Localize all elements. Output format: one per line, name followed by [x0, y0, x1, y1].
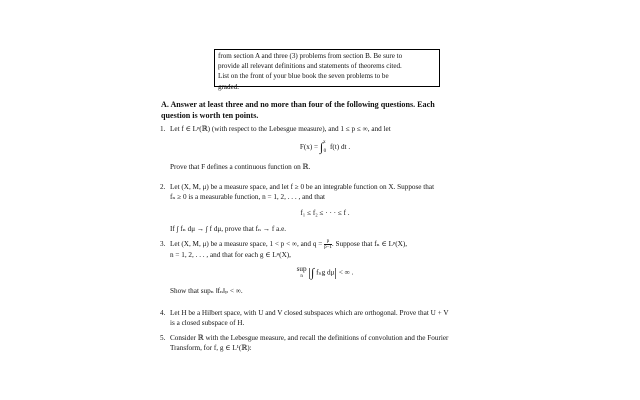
question-number: 1.	[160, 125, 166, 133]
question-2	[160, 182, 490, 234]
question-number: 3.	[160, 240, 166, 249]
question-text: Let (X, M, μ) be a measure space, and let f ≥ 0 be an integrable function on X. Suppose that	[170, 183, 435, 191]
question-text: is a closed subspace of H.	[170, 319, 245, 327]
question-text: Let (X, M, μ) be a measure space, 1 < p < ∞, and q =	[170, 240, 323, 249]
question-5	[160, 333, 490, 353]
question-text: Show that supₙ ‖fₙ‖ₚ < ∞.	[170, 287, 243, 295]
section-a-heading	[161, 100, 491, 121]
fraction	[324, 239, 332, 250]
question-text: . Suppose that fₙ ∈ Lᵖ(X),	[331, 240, 408, 249]
equation-rhs: f(t) dt .	[329, 143, 351, 151]
question-text: n = 1, 2, . . . , and that for each g ∈ Lᵠ(X),	[170, 251, 291, 259]
question-number: 4.	[160, 309, 166, 317]
integral-sign: ∫	[310, 265, 315, 280]
section-a-heading-line: A. Answer at least three and no more than four of the following questions. Each	[161, 100, 435, 109]
integral-upper-limit: x	[323, 140, 326, 145]
question-text: fₙ ≥ 0 is a measurable function, n = 1, 2, . . . , and that	[170, 193, 326, 201]
instructions-line: provide all relevant definitions and statements of theorems cited.	[218, 62, 402, 71]
fraction-numerator: p	[324, 239, 332, 245]
supremum-operator	[297, 266, 307, 280]
question-text: Let H be a Hilbert space, with U and V closed subspaces which are orthogonal. Prove that U + V	[170, 309, 449, 317]
equation: f₁ ≤ f₂ ≤ · · · ≤ f .	[300, 209, 350, 217]
equation	[160, 266, 490, 280]
equation	[160, 142, 490, 154]
question-4	[160, 308, 490, 328]
fraction-denominator: p−1	[324, 245, 332, 250]
equation-tail: < ∞ .	[338, 268, 354, 277]
question-text: Transform, for f, g ∈ L¹(ℝ):	[170, 344, 252, 352]
question-text: Let f ∈ Lᵖ(ℝ) (with respect to the Lebesgue measure), and 1 ≤ p ≤ ∞, and let	[170, 125, 391, 133]
question-1	[160, 124, 490, 172]
question-number: 2.	[160, 183, 166, 191]
absolute-bar: |	[334, 264, 338, 280]
instructions-line: from section A and three (3) problems from section B. Be sure to	[218, 52, 403, 60]
equation-lhs: F(x) =	[299, 143, 319, 151]
question-3	[160, 239, 490, 296]
integral-sign: ∫	[319, 140, 324, 154]
sup-label: sup	[296, 265, 307, 273]
instructions-box	[214, 49, 440, 91]
equation-body: fₙg dμ	[316, 268, 335, 277]
section-a-heading-line: question is worth ten points.	[161, 110, 259, 120]
question-text: If ∫ fₙ dμ → ∫ f dμ, prove that fₙ → f a.e.	[170, 225, 287, 233]
instructions-line: graded.	[218, 82, 240, 91]
question-text: Prove that F defines a continuous function on ℝ.	[170, 163, 311, 171]
absolute-bar: |	[308, 264, 311, 280]
instructions-line: List on the front of your blue book the seven problems to be	[218, 72, 389, 81]
question-text: Consider ℝ with the Lebesgue measure, and recall the definitions of convolution and the Fourier	[170, 334, 449, 342]
question-number: 5.	[160, 334, 166, 342]
sup-subscript: n	[300, 274, 303, 279]
integral-lower-limit: 0	[323, 149, 327, 154]
